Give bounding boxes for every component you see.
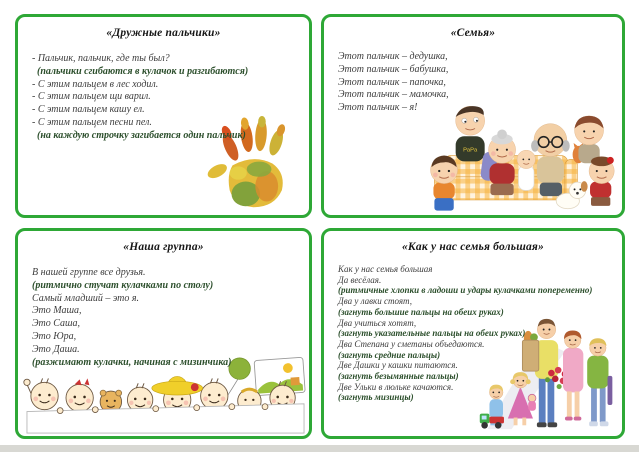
verse-line: - С этим пальцем щи варил. [32,91,151,103]
instruction-line: (загнуть мизинцы) [338,392,414,403]
card-semya [321,14,625,218]
verse-line: - С этим пальцем в лес ходил. [32,78,159,90]
verse-line: Да весёлая. [338,274,382,285]
verse-line: В нашей группе все друзья. [32,267,146,278]
verse-line: - С этим пальцем кашу ел. [32,104,145,116]
card-title: «Наша группа» [123,241,204,253]
card-semya-bolshaya [321,228,625,439]
verse-line: Две Ульки в люльке качаются. [338,381,454,392]
verse-line: Этот пальчик – папочка, [338,76,446,88]
instruction-line: (ритмичные хлопки в ладоши и удары кулачками попеременно) [338,285,593,296]
svg-text:PaPa: PaPa [463,147,478,154]
card-title: «Семья» [450,27,496,39]
verse-block [32,267,309,369]
verse-line: Это Маша, [32,305,82,317]
verse-line: - С этим пальцем песни пел. [32,116,152,128]
page-bottom-edge [0,445,639,452]
instruction-line: (на каждую строчку загибается один пальчик) [37,129,246,141]
verse-block [338,51,622,115]
verse-line: Этот пальчик – мамочка, [338,89,449,101]
card-druzhnye-palchiki [15,14,312,218]
verse-line: Этот пальчик – я! [338,102,418,114]
verse-line: Два Степана у сметаны объедаются. [338,338,485,349]
card-nasha-gruppa [15,228,312,439]
verse-line: Это Саша, [32,318,81,330]
instruction-line: (разжимают кулачки, начиная с мизинчика) [32,356,232,368]
verse-line: Две Дашки у кашки питаются. [338,360,458,371]
card-title: «Дружные пальчики» [106,27,221,39]
verse-line: Это Юра, [32,330,77,342]
verse-line: Этот пальчик – дедушка, [338,51,448,62]
instruction-line: (загнуть средние пальцы) [338,349,441,360]
card-title: «Как у нас семья большая» [401,241,544,253]
verse-line: Этот пальчик – бабушка, [338,63,449,75]
instruction-line: (загнуть большие пальцы на обеих руках) [338,306,504,317]
instruction-line: (загнуть указательные пальцы на обеих руках) [338,328,526,339]
verse-line: Два у лавки стоят, [338,296,412,307]
instruction-line: (ритмично стучат кулачками по столу) [32,279,214,291]
verse-line: Это Даша. [32,343,80,355]
verse-line: Как у нас семья большая [338,264,433,274]
verse-block [32,53,309,143]
verse-line: Самый младший – это я. [32,292,140,304]
verse-line: - Пальчик, пальчик, где ты был? [32,53,170,64]
instruction-line: (пальчики сгибаются в кулачок и разгибаются) [37,65,249,77]
verse-block [338,264,622,403]
verse-line: Два учиться хотят, [338,317,417,328]
family-on-couch-illustration [388,101,620,213]
instruction-line: (загнуть безымянные пальцы) [338,371,459,382]
